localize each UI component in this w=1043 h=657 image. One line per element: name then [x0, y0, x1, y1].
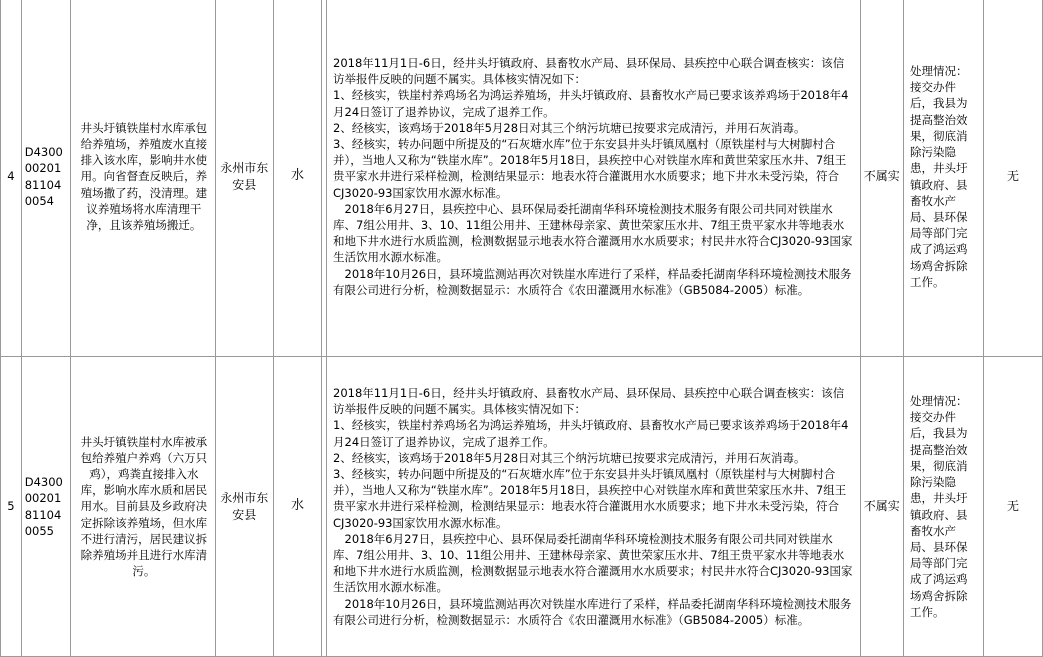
table-row [1, 357, 1043, 657]
detail-paragraph: 2018年6月27日，县疾控中心、县环保局委托湖南华科环境检测技术服务有限公司共同对铁崖水库、7组公用井、3、10、11组公用井、王建林母亲家、黄世荣家压水井、7组王贵平家水井等地表水和地下井水进行水质监测，检测数据显示地表水符合灌溉用水水质要求；村民井水符合CJ3020-93国家生活饮用水源水标准。 [333, 201, 853, 265]
administrative-region: 永州市东安县 [215, 0, 273, 357]
investigation-details [327, 357, 861, 657]
detail-paragraph: 2018年10月26日，县环境监测站再次对铁崖水库进行了采样，样品委托湖南华科环境检测技术服务有限公司进行分析，检测数据显示：水质符合《农田灌溉用水标准》（GB5084-2005）标准。 [333, 266, 852, 297]
detail-paragraph: 3、经核实，转办问题中所提及的“石灰塘水库”位于东安县井头圩镇凤凰村（原铁崖村与大树脚村合并），当地人又称为“铁崖水库”。2018年5月18日，县疾控中心对铁崖水库和黄世荣家压水井、7组王贵平家水井进行采样检测，检测结果显示：地表水符合灌溉用水水质要求；地下井水未受污染，符合CJ3020-93国家饮用水源水标准。 [333, 136, 847, 200]
detail-paragraph: 3、经核实，转办问题中所提及的“石灰塘水库”位于东安县井头圩镇凤凰村（原铁崖村与大树脚村合并），当地人又称为“铁崖水库”。2018年5月18日，县疾控中心对铁崖水库和黄世荣家压水井、7组王贵平家水井进行采样检测，检测结果显示：地表水符合灌溉用水水质要求；地下井水未受污染，符合CJ3020-93国家饮用水源水标准。 [333, 466, 847, 530]
handling-status: 处理情况：接交办件后，我县为提高整治效果，彻底消除污染隐患，井头圩镇政府、县畜牧水产局、县环保局等部门完成了鸿运鸡场鸡舍拆除工作。 [903, 357, 983, 657]
detail-paragraph: 2018年11月1日-6日，经井头圩镇政府、县畜牧水产局、县环保局、县疾控中心联合调查核实：该信访举报件反映的问题不属实。具体核实情况如下： [333, 385, 845, 417]
detail-paragraph: 1、经核实，铁崖村养鸡场名为鸿运养殖场，井头圩镇政府、县畜牧水产局已要求该养鸡场于2018年4月24日签订了退养协议，完成了退养工作。 [333, 88, 849, 119]
detail-paragraph: 2018年11月1日-6日，经井头圩镇政府、县畜牧水产局、县环保局、县疾控中心联合调查核实：该信访举报件反映的问题不属实。具体核实情况如下： [333, 55, 845, 87]
complaint-content: 井头圩镇铁崖村水库被承包给养殖户养鸡（六万只鸡），鸡粪直接排入水库，影响水库水质和居民用水。目前县及乡政府决定拆除该养殖场，但水库不进行清污，居民建议拆除养殖场并且进行水库清污。 [70, 357, 215, 657]
table-row [1, 0, 1043, 357]
investigation-details [327, 0, 861, 357]
row-index: 4 [1, 0, 22, 357]
administrative-region: 永州市东安县 [215, 357, 273, 657]
complaint-content: 井头圩镇铁崖村水库承包给养殖场，养殖废水直接排入该水库，影响井水使用。向省督查反映后，养殖场撒了药，没清理。建议养殖场将水库清理干净，且该养殖场搬迁。 [70, 0, 215, 357]
accountability: 无 [983, 357, 1042, 657]
detail-paragraph: 2、经核实，该鸡场于2018年5月28日对其三个纳污坑塘已按要求完成清污，并用石灰消毒。 [333, 120, 806, 135]
detail-paragraph: 2018年10月26日，县环境监测站再次对铁崖水库进行了采样，样品委托湖南华科环境检测技术服务有限公司进行分析，检测数据显示：水质符合《农田灌溉用水标准》（GB5084-2005）标准。 [333, 596, 852, 627]
accountability: 无 [983, 0, 1042, 357]
verification-result: 不属实 [860, 0, 903, 357]
pollution-type: 水 [273, 357, 321, 657]
pollution-type: 水 [273, 0, 321, 357]
detail-paragraph: 2、经核实，该鸡场于2018年5月28日对其三个纳污坑塘已按要求完成清污，并用石灰消毒。 [333, 450, 806, 465]
detail-paragraph: 2018年6月27日，县疾控中心、县环保局委托湖南华科环境检测技术服务有限公司共同对铁崖水库、7组公用井、3、10、11组公用井、王建林母亲家、黄世荣家压水井、7组王贵平家水井等地表水和地下井水进行水质监测，检测数据显示地表水符合灌溉用水水质要求；村民井水符合CJ3020-93国家生活饮用水源水标准。 [333, 531, 853, 595]
detail-paragraph: 1、经核实，铁崖村养鸡场名为鸿运养殖场，井头圩镇政府、县畜牧水产局已要求该养鸡场于2018年4月24日签订了退养协议，完成了退养工作。 [333, 418, 849, 449]
verification-result: 不属实 [860, 357, 903, 657]
case-id: D43000020181104 0055 [21, 357, 70, 657]
handling-status: 处理情况：接交办件后，我县为提高整治效果，彻底消除污染隐患，井头圩镇政府、县畜牧水产局、县环保局等部门完成了鸿运鸡场鸡舍拆除工作。 [903, 0, 983, 357]
case-id: D43000020181104 0054 [21, 0, 70, 357]
row-index: 5 [1, 357, 22, 657]
